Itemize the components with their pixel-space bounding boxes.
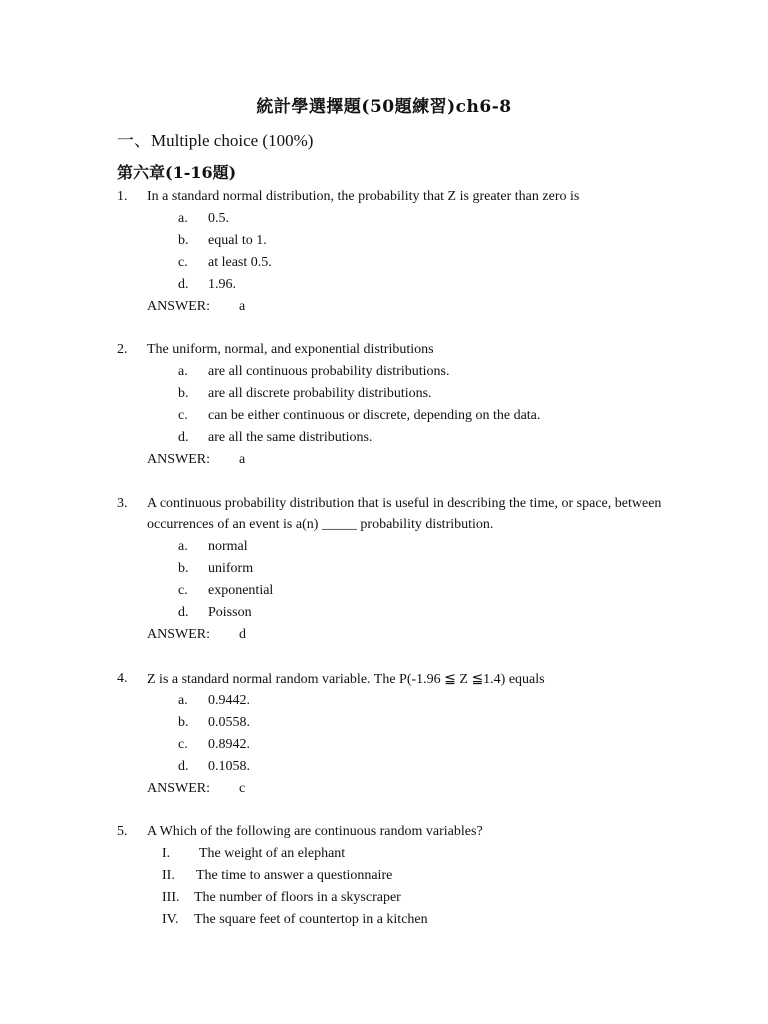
roman-label: IV.	[162, 912, 179, 927]
option-text: at least 0.5.	[208, 255, 272, 270]
option-text: Poisson	[208, 605, 252, 620]
option-text: exponential	[208, 583, 274, 598]
option-text: 0.9442.	[208, 693, 250, 708]
roman-text: The square feet of countertop in a kitchen	[194, 912, 428, 927]
roman-label: II.	[162, 868, 175, 883]
option-label: b.	[178, 561, 189, 576]
chapter-heading: 第六章(1-16題)	[117, 163, 237, 182]
option-text: are all discrete probability distributions.	[208, 386, 432, 401]
option-text: equal to 1.	[208, 233, 267, 248]
option-label: d.	[178, 430, 189, 445]
question-text: The uniform, normal, and exponential distributions	[147, 342, 434, 357]
option-label: a.	[178, 364, 188, 379]
option-label: a.	[178, 693, 188, 708]
answer-label: ANSWER:	[147, 781, 210, 796]
option-text: 0.1058.	[208, 759, 250, 774]
option-text: are all continuous probability distributions.	[208, 364, 450, 379]
option-label: c.	[178, 255, 188, 270]
page-title: 統計學選擇題(50題練習)ch6-8	[256, 97, 512, 117]
option-label: c.	[178, 583, 188, 598]
question-number: 5.	[117, 824, 128, 839]
option-label: d.	[178, 605, 189, 620]
option-label: a.	[178, 539, 188, 554]
answer-value: c	[239, 781, 246, 796]
option-text: uniform	[208, 561, 254, 576]
roman-text: The time to answer a questionnaire	[196, 868, 393, 883]
answer-label: ANSWER:	[147, 627, 210, 642]
answer-value: a	[239, 452, 246, 467]
option-label: a.	[178, 211, 188, 226]
question-number: 2.	[117, 342, 128, 357]
question-text: In a standard normal distribution, the probability that Z is greater than zero is	[147, 189, 580, 204]
option-text: 0.0558.	[208, 715, 250, 730]
answer-value: a	[239, 299, 246, 314]
option-text: 1.96.	[208, 277, 236, 292]
option-label: b.	[178, 233, 189, 248]
roman-label: III.	[162, 890, 180, 905]
answer-label: ANSWER:	[147, 452, 210, 467]
option-text: normal	[208, 539, 248, 554]
answer-label: ANSWER:	[147, 299, 210, 314]
question-text: A continuous probability distribution that is useful in describing the time, or space, between	[147, 496, 662, 511]
roman-label: I.	[162, 846, 171, 861]
option-text: are all the same distributions.	[208, 430, 373, 445]
option-text: 0.8942.	[208, 737, 250, 752]
roman-text: The number of floors in a skyscraper	[194, 890, 401, 905]
option-label: c.	[178, 408, 188, 423]
answer-value: d	[239, 627, 246, 642]
question-text: Z is a standard normal random variable. The P(-1.96 ≦ Z ≦1.4) equals	[147, 672, 545, 687]
question-text: A Which of the following are continuous random variables?	[147, 824, 483, 839]
option-label: c.	[178, 737, 188, 752]
option-label: b.	[178, 715, 189, 730]
option-label: d.	[178, 277, 189, 292]
option-label: b.	[178, 386, 189, 401]
section-heading: 一、Multiple choice (100%)	[117, 131, 314, 150]
option-label: d.	[178, 759, 189, 774]
option-text: can be either continuous or discrete, depending on the data.	[208, 408, 541, 423]
question-number: 3.	[117, 496, 128, 511]
question-number: 1.	[117, 189, 128, 204]
roman-text: The weight of an elephant	[199, 846, 346, 861]
option-text: 0.5.	[208, 211, 229, 226]
question-number: 4.	[117, 671, 128, 686]
question-text: occurrences of an event is a(n) _____ probability distribution.	[147, 517, 494, 532]
